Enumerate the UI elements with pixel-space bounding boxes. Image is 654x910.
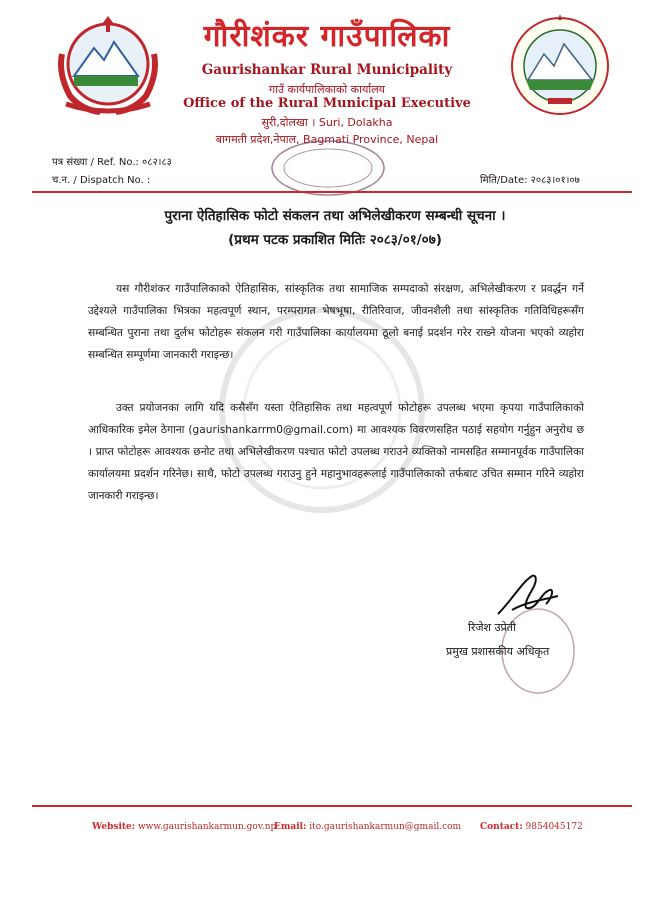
address-line-2: बागमती प्रदेश,नेपाल, Bagmati Province, Nepal [215, 133, 439, 146]
website-label: Website: [92, 822, 136, 832]
dispatch-number: च.न. / Dispatch No. : [52, 175, 151, 186]
notice-title: पुराना ऐतिहासिक फोटो संकलन तथा अभिलेखीकरण सम्बन्धी सूचना । [164, 208, 506, 224]
notice-paragraph-1: यस गौरीशंकर गाउँपालिकाको ऐतिहासिक, सांस्कृतिक तथा सामाजिक सम्पदाको संरक्षण, अभिलेखीकरण र प्रवर्द्धन गर्ने उद्देश्यले गाउँपालिका भित्रका महत्वपूर्ण स्थान, परम्परागत भेषभूषा, रीतिरिवाज, जीवनशैली तथा सांस्कृतिक गतिविधिहरूसँग सम्बन्धित पुराना तथा दुर्लभ फोटोहरू संकलन गरी गाउँपालिका कार्यालयमा ठूलो बनाई प्रदर्शन गरेर राख्ने योजना भएको व्यहोरा सम्बन्धित सम्पूर्णमा जानकारी गराइन्छ। [88, 283, 584, 361]
website-link[interactable]: www.gaurishankarmun.gov.np [137, 822, 277, 832]
contact-label: Contact: [480, 822, 523, 832]
municipality-name-english: Gaurishankar Rural Municipality [201, 62, 453, 78]
footer-website [92, 822, 276, 832]
office-name-nepali: गाउँ कार्यपालिकाको कार्यालय [268, 83, 386, 96]
address-line-1: सुरी,दोलखा । Suri, Dolakha [261, 116, 393, 129]
municipality-logo [508, 14, 612, 120]
header-divider [32, 191, 632, 193]
signatory-title: प्रमुख प्रशासकीय अधिकृत [446, 645, 550, 658]
footer-email [274, 822, 461, 832]
office-stamp [268, 137, 388, 199]
notice-subtitle: (प्रथम पटक प्रकाशित मितिः २०८३/०१/०७) [228, 232, 442, 248]
email-label: Email: [274, 822, 307, 832]
email-link[interactable]: ito.gaurishankarmun@gmail.com [309, 822, 462, 832]
municipality-title: गौरीशंकर गाउँपालिका [203, 19, 451, 54]
letter-date: मिति/Date: २०८३।०१।०७ [480, 175, 580, 186]
contact-number: 9854045172 [525, 822, 583, 832]
notice-paragraph-2: उक्त प्रयोजनका लागि यदि कसैसँग यस्ता ऐतिहासिक तथा महत्वपूर्ण फोटोहरू उपलब्ध भएमा कृपया गाउँपालिकाको आधिकारिक इमेल ठेगाना (gaurishankarrm0@gmail.com) मा आवश्यक विवरणसहित पठाई सहयोग गर्नुहुन अनुरोध छ । प्राप्त फोटोहरू आवश्यक छनोट तथा अभिलेखीकरण पश्चात फोटो उपलब्ध गराउने व्यक्तिको नामसहित सम्मानपूर्वक गाउँपालिका कार्यालयमा प्रदर्शन गरिनेछ। साथै, फोटो उपलब्ध गराउनु हुने महानुभावहरूलाई गाउँपालिकाको तर्फबाट उचित सम्मान गरिने व्यहोरा जानकारी गराइन्छ। [88, 402, 584, 502]
signatory-name: रिजेश उप्रेती [468, 621, 516, 634]
office-name-english: Office of the Rural Municipal Executive [183, 96, 471, 111]
reference-number: पत्र संख्या / Ref. No.: ०८२।८३ [52, 157, 172, 168]
footer-contact [480, 822, 583, 832]
nepal-emblem-logo [52, 14, 164, 120]
footer-divider [32, 805, 632, 807]
